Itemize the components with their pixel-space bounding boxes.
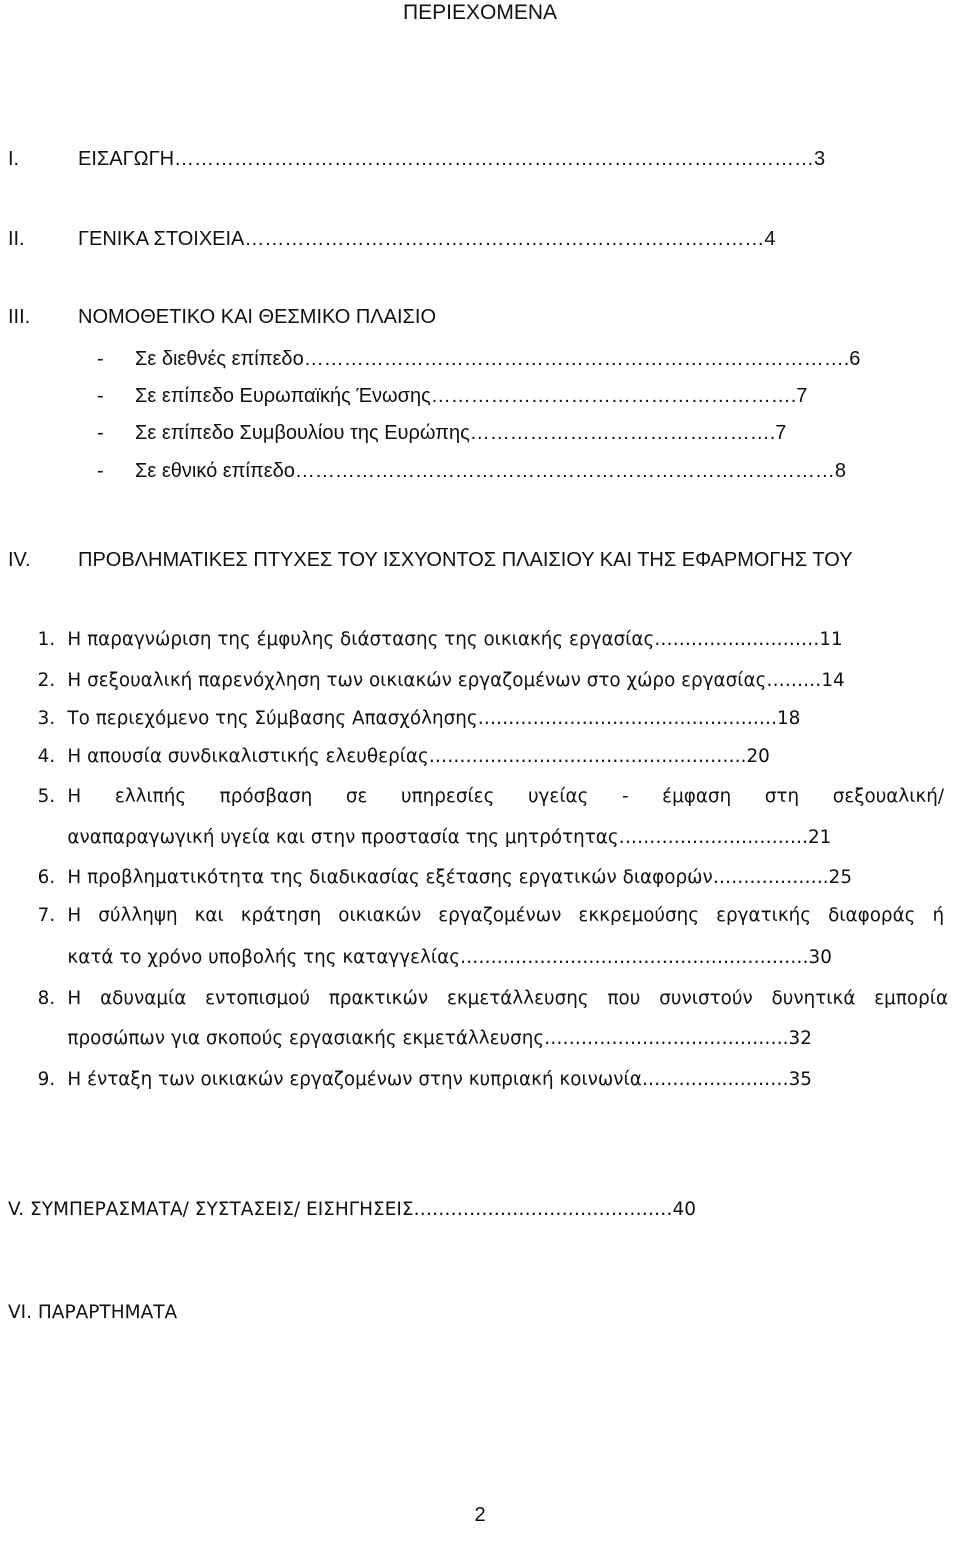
item-number: 6. — [37, 867, 56, 888]
item-text-continued: αναπαραγωγική υγεία και στην προστασία της μητρότητας………………………….21 — [67, 827, 832, 848]
subitem-text: Σε επίπεδο Ευρωπαϊκής Ένωσης……………………………………………….7 — [135, 385, 808, 407]
bullet-dash: - — [97, 348, 104, 370]
item-number: 9. — [37, 1069, 56, 1090]
section-title: ΠΡΟΒΛΗΜΑΤΙΚΕΣ ΠΤΥΧΕΣ ΤΟΥ ΙΣΧΥΟΝΤΟΣ ΠΛΑΙΣΙΟΥ ΚΑΙ ΤΗΣ ΕΦΑΡΜΟΓΗΣ ΤΟΥ — [78, 549, 853, 571]
item-text: Η απουσία συνδικαλιστικής ελευθερίας…………………………………………….20 — [67, 746, 770, 767]
subitem-text: Σε επίπεδο Συμβουλίου της Ευρώπης……………………………………….7 — [135, 422, 787, 444]
section-number: I. — [8, 148, 20, 170]
section-title: ΕΙΣΑΓΩΓΗ……………………………………………………………………………………3 — [78, 148, 826, 170]
section-title: ΝΟΜΟΘΕΤΙΚΟ ΚΑΙ ΘΕΣΜΙΚΟ ΠΛΑΙΣΙΟ — [78, 306, 437, 328]
item-number: 8. — [37, 988, 56, 1009]
item-number: 1. — [37, 629, 56, 650]
bullet-dash: - — [97, 422, 104, 444]
section-number: II. — [8, 228, 25, 250]
item-number: 5. — [37, 786, 56, 807]
bullet-dash: - — [97, 385, 104, 407]
section-number: III. — [8, 306, 31, 328]
item-text: Η σύλληψη και κράτηση οικιακών εργαζομένων εκκρεμούσης εργατικής διαφοράς ή — [67, 905, 945, 926]
item-text: Το περιεχόμενο της Σύμβασης Απασχόλησης………………………………………….18 — [67, 708, 801, 729]
item-text-continued: κατά το χρόνο υποβολής της καταγγελίας…………………………………………………30 — [67, 947, 832, 968]
item-text-continued: προσώπων για σκοπούς εργασιακής εκμετάλλευσης………………………………….32 — [67, 1028, 812, 1049]
item-text: Η ένταξη των οικιακών εργαζομένων στην κυπριακή κοινωνία……………………35 — [67, 1069, 812, 1090]
item-text: Η αδυναμία εντοπισμού πρακτικών εκμετάλλευσης που συνιστούν δυνητικά εμπορία — [67, 988, 949, 1009]
toc-section-6[interactable]: VI. ΠΑΡΑΡΤΗΜΑΤΑ — [8, 1302, 178, 1323]
toc-section-5[interactable]: V. ΣΥΜΠΕΡΑΣΜΑΤΑ/ ΣΥΣΤΑΣΕΙΣ/ ΕΙΣΗΓΗΣΕΙΣ……………………………………40 — [8, 1199, 697, 1220]
item-number: 3. — [37, 708, 56, 729]
subitem-text: Σε διεθνές επίπεδο……………………………………………………………………….6 — [135, 348, 861, 370]
section-title: ΓΕΝΙΚΑ ΣΤΟΙΧΕΙΑ……………………………………………………………………4 — [78, 228, 776, 250]
section-number: IV. — [8, 549, 31, 571]
bullet-dash: - — [97, 460, 104, 482]
item-text: Η ελλιπής πρόσβαση σε υπηρεσίες υγείας - έμφαση στη σεξουαλική/ — [67, 786, 945, 807]
item-number: 7. — [37, 905, 56, 926]
page-number: 2 — [474, 1504, 486, 1526]
item-text: Η παραγνώριση της έμφυλης διάστασης της οικιακής εργασίας………………………11 — [67, 629, 843, 650]
item-text: Η προβληματικότητα της διαδικασίας εξέτασης εργατικών διαφορών……………….25 — [67, 867, 852, 888]
item-text: Η σεξουαλική παρενόχληση των οικιακών εργαζομένων στο χώρο εργασίας………14 — [67, 670, 845, 691]
item-number: 4. — [37, 746, 56, 767]
page-title: ΠΕΡΙΕΧΟΜΕΝΑ — [402, 1, 558, 24]
subitem-text: Σε εθνικό επίπεδο………………………………………………………………………8 — [135, 460, 847, 482]
item-number: 2. — [37, 670, 56, 691]
